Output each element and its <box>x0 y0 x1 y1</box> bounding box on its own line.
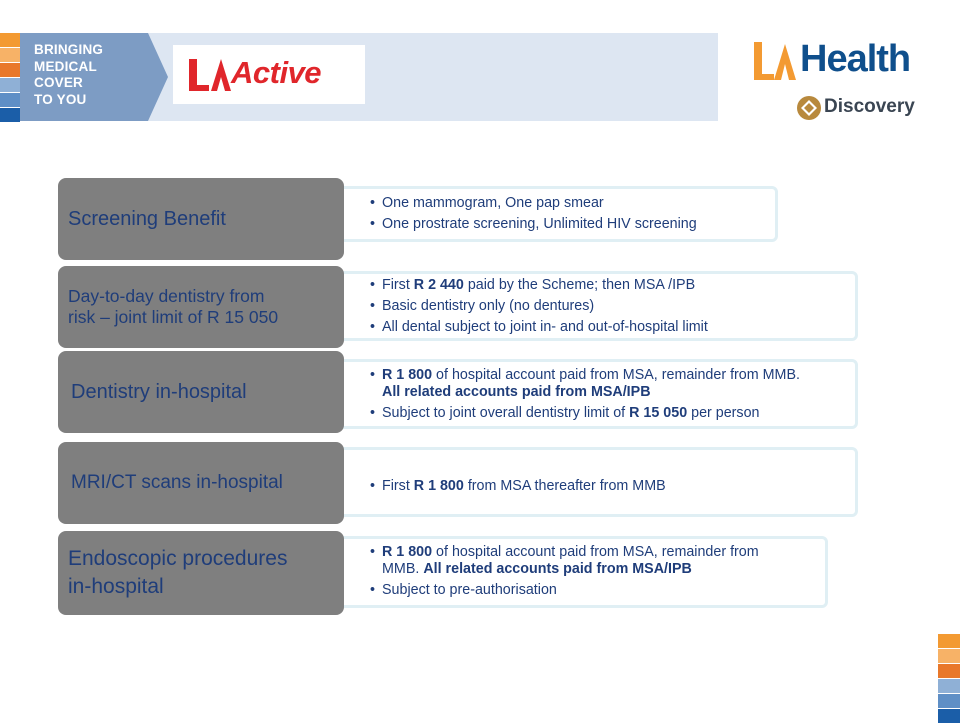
benefit-row-label <box>58 266 344 348</box>
tagline-line: BRINGING <box>34 42 104 57</box>
lahealth-logo-text: Health <box>800 38 911 80</box>
tagline-line: COVER <box>34 75 84 90</box>
benefit-bullet <box>370 298 708 315</box>
bullet-text-run: per person <box>687 405 760 421</box>
benefit-bullet <box>370 195 697 212</box>
bullet-text-run: Basic dentistry only (no dentures) <box>382 298 595 314</box>
benefit-bullets <box>370 277 708 340</box>
bullet-text-run: R 15 050 <box>629 405 688 421</box>
benefit-label-line: risk – joint limit of R 15 050 <box>68 307 279 327</box>
bullet-text-run: paid by the Scheme; then MSA /IPB <box>463 277 696 293</box>
benefit-row-label <box>58 178 344 260</box>
bullet-text-run: One prostrate screening, Unlimited HIV screening <box>382 216 697 232</box>
bullet-text-run: First <box>382 277 414 293</box>
right-color-stripes <box>938 634 960 724</box>
benefit-label-line: Dentistry in-hospital <box>71 380 247 403</box>
bullet-text-run: of hospital account paid from MSA, remainder from MMB. <box>432 367 800 383</box>
benefit-bullets <box>370 544 790 603</box>
bullet-text-run: R 2 440 <box>413 277 464 293</box>
la-active-logo <box>173 45 365 104</box>
bullet-text-run: All related accounts paid from MSA/IPB <box>423 561 692 577</box>
bullet-text-run: One mammogram, One pap smear <box>382 195 604 211</box>
la-active-logo-wordmark: Active <box>231 55 322 90</box>
benefit-bullet <box>370 544 790 578</box>
bullet-text-run: Subject to joint overall dentistry limit of <box>382 405 630 421</box>
tagline <box>34 42 103 108</box>
benefit-bullet <box>370 319 708 336</box>
benefit-label-line: Endoscopic procedures <box>68 547 288 570</box>
bullet-text-run: All related accounts paid from MSA/IPB <box>382 384 651 400</box>
bullet-text-run: R 1 800 <box>382 367 433 383</box>
benefit-bullet <box>370 216 697 233</box>
bullet-text-run: Subject to pre-authorisation <box>382 582 557 598</box>
benefit-bullet <box>370 405 820 422</box>
benefit-row-label <box>58 442 344 524</box>
tagline-line: MEDICAL <box>34 58 97 74</box>
discovery-logo-text: Discovery <box>824 96 915 117</box>
bullet-text-run: of hospital account paid from MSA, remainder from MMB. <box>382 544 759 577</box>
la-mark-icon <box>187 57 233 93</box>
benefit-bullet <box>370 582 790 599</box>
benefit-label-line: Day-to-day dentistry from <box>68 286 265 306</box>
left-color-stripes <box>0 33 20 121</box>
bullet-text-run: R 1 800 <box>382 544 433 560</box>
benefit-bullet <box>370 277 708 294</box>
bullet-text-run: from MSA thereafter from MMB <box>463 478 666 494</box>
benefit-bullets <box>370 367 820 426</box>
bullet-text-run: First <box>382 478 414 494</box>
bullet-text-run: All dental subject to joint in- and out-of-hospital limit <box>382 319 708 335</box>
benefit-bullet <box>370 367 820 401</box>
benefit-label-line: Screening Benefit <box>68 207 226 230</box>
discovery-diamond-icon <box>796 95 822 121</box>
bullet-text-run: R 1 800 <box>413 478 464 494</box>
tagline-line: TO YOU <box>34 91 87 107</box>
lahealth-mark-icon <box>752 38 800 84</box>
benefit-bullets <box>370 478 666 499</box>
benefit-label-line: in-hospital <box>68 575 164 598</box>
benefit-bullets <box>370 195 697 237</box>
benefit-row-label <box>58 351 344 433</box>
benefit-label-line: MRI/CT scans in-hospital <box>71 472 283 493</box>
benefit-row-label <box>58 531 344 615</box>
benefit-bullet <box>370 478 666 495</box>
